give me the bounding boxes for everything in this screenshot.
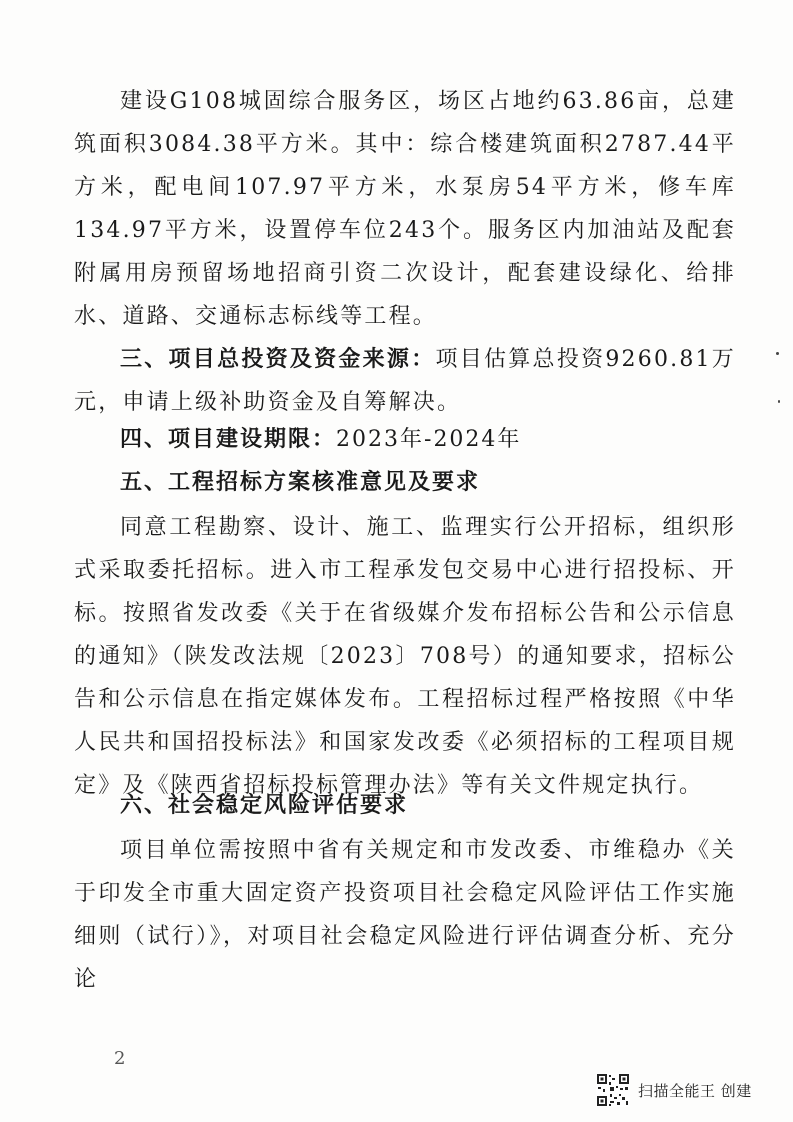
section3-body: 项目估算总投资9260.81万元，申请上级补助资金及自筹解决。 [74, 347, 736, 415]
section4-heading: 四、项目建设期限： [120, 427, 337, 452]
scan-speck [778, 400, 780, 403]
section3-heading: 三、项目总投资及资金来源： [120, 347, 436, 372]
section3-paragraph [74, 338, 736, 424]
scanner-watermark [596, 1070, 752, 1110]
section5-heading: 五、工程招标方案核准意见及要求 [120, 470, 481, 495]
qr-code-icon [596, 1073, 630, 1107]
section6-heading: 六、社会稳定风险评估要求 [120, 793, 409, 818]
page-number: 2 [114, 1048, 126, 1069]
intro-paragraph: 建设G108城固综合服务区，场区占地约63.86亩，总建筑面积3084.38平方米。其中：综合楼建筑面积2787.44平方米，配电间107.97平方米，水泵房54平方米，修车库134.97平方米，设置停车位243个。服务区内加油站及配套附属用房预留场地招商引资二次设计，配套建设绿化、给排水、道路、交通标志标线等工程。 [74, 89, 736, 329]
scanner-label: 扫描全能王 创建 [638, 1081, 752, 1100]
scan-speck [776, 352, 779, 355]
section6-body: 项目单位需按照中省有关规定和市发改委、市维稳办《关于印发全市重大固定资产投资项目社会稳定风险评估工作实施细则（试行）》，对项目社会稳定风险进行评估调查分析、充分论 [74, 838, 736, 992]
section4-body: 2023年-2024年 [336, 427, 522, 452]
section5-body: 同意工程勘察、设计、施工、监理实行公开招标，组织形式采取委托招标。进入市工程承发包交易中心进行招投标、开标。按照省发改委《关于在省级媒介发布招标公告和公示信息的通知》（陕发改法规〔2023〕708号）的通知要求，招标公告和公示信息在指定媒体发布。工程招标过程严格按照《中华人民共和国招投标法》和国家发改委《必须招标的工程项目规定》及《陕西省招标投标管理办法》等有关文件规定执行。 [74, 515, 736, 798]
section4-paragraph [120, 418, 521, 461]
